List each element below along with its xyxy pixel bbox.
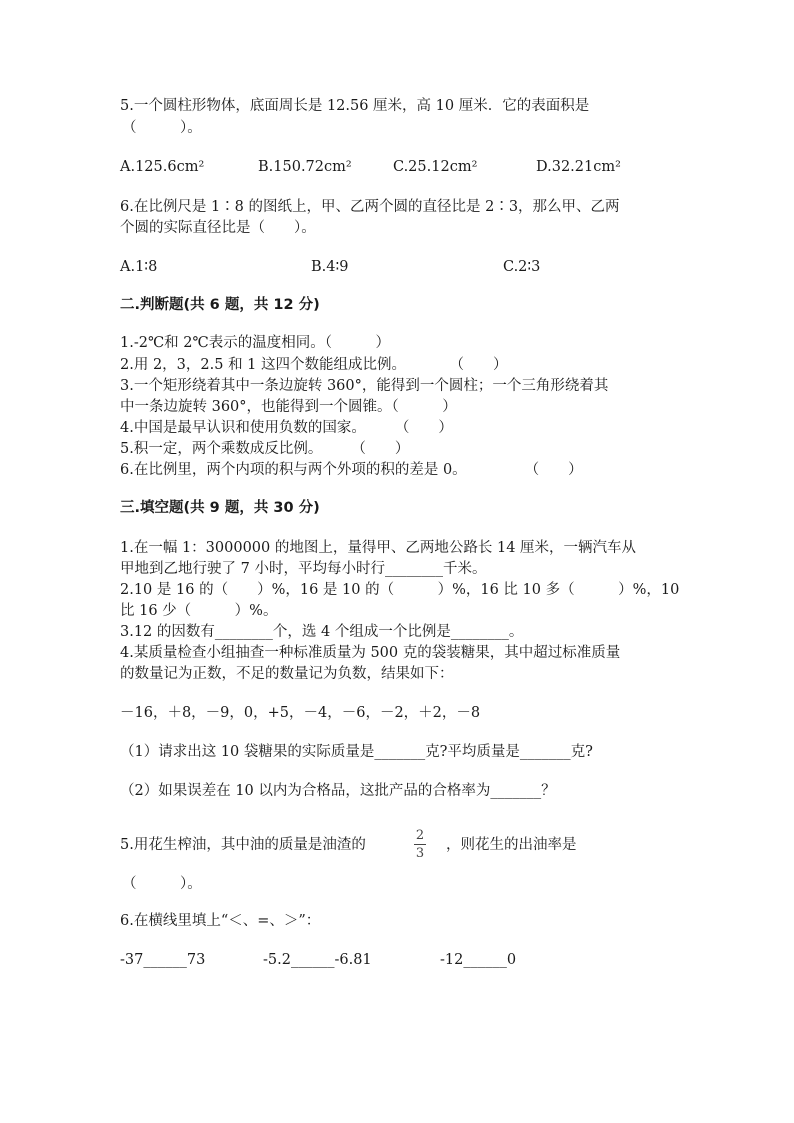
q5-option-b: B.150.72cm² xyxy=(258,159,352,175)
judge-item-4: 4.中国是最早认识和使用负数的国家。 （ ） xyxy=(120,420,453,436)
q5-option-c: C.25.12cm² xyxy=(393,159,478,175)
fill-sub-question-1: （1）请求出这 10 袋糖果的实际质量是_______克?平均质量是_______克? xyxy=(120,744,593,760)
fill-q6-title: 6.在横线里填上“＜、=、＞”： xyxy=(120,913,321,929)
candy-data-row: －16，＋8，－9，0，+5，－4，－6，－2，＋2，－8 xyxy=(120,705,481,721)
judge-item-6: 6.在比例里，两个内项的积与两个外项的积的差是 0。 （ ） xyxy=(120,462,583,478)
section2-title: 二.判断题(共 6 题，共 12 分) xyxy=(120,297,320,313)
judge-item-3b: 中一条边旋转 360°，也能得到一个圆锥。（ ） xyxy=(120,399,457,415)
fill-sub-question-2: （2）如果误差在 10 以内为合格品，这批产品的合格率为_______？ xyxy=(120,783,556,799)
q5-option-d: D.32.21cm² xyxy=(536,159,621,175)
compare-item-2: -5.2______-6.81 xyxy=(263,952,372,968)
compare-item-1: -37______73 xyxy=(120,952,206,968)
judge-item-5: 5.积一定，两个乘数成反比例。 （ ） xyxy=(120,441,410,457)
q6-text-line2: 个圆的实际直径比是（ ）。 xyxy=(120,220,316,236)
fill-line-6: 4.某质量检查小组抽查一种标准质量为 500 克的袋装糖果，其中超过标准质量 xyxy=(120,645,621,661)
section3-title: 三.填空题(共 9 题，共 30 分) xyxy=(120,500,320,516)
fill-line-1: 1.在一幅 1：3000000 的地图上，量得甲、乙两地公路长 14 厘米，一辆汽车从 xyxy=(120,540,637,556)
q5-text-line2: （ ）。 xyxy=(122,120,202,136)
fill-line-3: 2.10 是 16 的（ ）%，16 是 10 的（ ）%，16 比 10 多（ ）%，10 xyxy=(120,582,680,598)
fraction-denominator: 3 xyxy=(415,846,425,861)
fraction-numerator: 2 xyxy=(415,828,425,843)
fill-line-2: 甲地到乙地行驶了 7 小时，平均每小时行________千米。 xyxy=(120,561,487,577)
q6-option-c: C.2∶3 xyxy=(503,259,541,275)
judge-item-2: 2.用 2，3，2.5 和 1 这四个数能组成比例。 （ ） xyxy=(120,357,508,373)
q5-option-a: A.125.6cm² xyxy=(120,159,205,175)
q6-text-line1: 6.在比例尺是 1∶8 的图纸上，甲、乙两个圆的直径比是 2∶3，那么甲、乙两 xyxy=(120,199,620,215)
q6-option-b: B.4∶9 xyxy=(311,259,349,275)
fill-line-4: 比 16 少（ ）%。 xyxy=(120,603,278,619)
fraction-two-thirds xyxy=(414,828,426,861)
compare-item-3: -12______0 xyxy=(440,952,517,968)
fill-q5-text-before: 5.用花生榨油，其中油的质量是油渣的 xyxy=(120,837,366,853)
fill-line-7: 的数量记为正数，不足的数量记为负数，结果如下： xyxy=(120,666,454,682)
judge-item-1: 1.-2℃和 2℃表示的温度相同。（ ） xyxy=(120,335,390,351)
q5-text-line1: 5.一个圆柱形物体，底面周长是 12.56 厘米，高 10 厘米．它的表面积是 xyxy=(120,98,590,114)
q6-option-a: A.1∶8 xyxy=(120,259,158,275)
judge-item-3a: 3.一个矩形绕着其中一条边旋转 360°，能得到一个圆柱；一个三角形绕着其 xyxy=(120,378,609,394)
fill-line-5: 3.12 的因数有________个，选 4 个组成一个比例是________。 xyxy=(120,624,524,640)
fill-q5-text-after: ，则花生的出油率是 xyxy=(446,837,577,853)
fill-q5-blank: （ ）。 xyxy=(122,876,202,892)
fraction-bar xyxy=(414,844,426,845)
